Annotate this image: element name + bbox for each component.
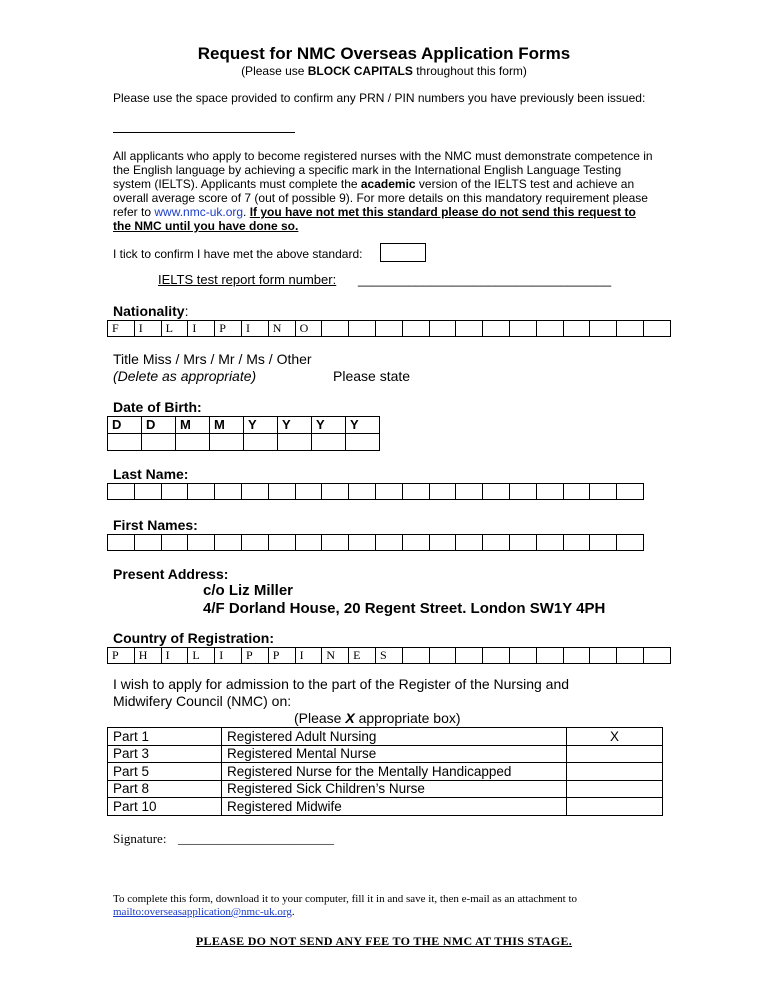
prn-instructions: Please use the space provided to confirm any PRN / PIN numbers you have previously been issued: [113, 91, 646, 105]
country-cell[interactable] [643, 647, 671, 664]
email-link[interactable]: mailto:overseasapplication@nmc-uk.org [113, 906, 292, 918]
footer-text: To complete this form, download it to your computer, fill it in and save it, then e-mail as an attachment to [113, 893, 578, 905]
subtitle-post: throughout this form) [412, 64, 527, 78]
dob-year-input[interactable] [244, 434, 278, 451]
last-name-cell[interactable] [214, 483, 242, 500]
country-cell[interactable]: L [187, 647, 215, 664]
table-row[interactable] [108, 780, 663, 798]
apply-instruction [294, 710, 461, 726]
dob-year-header: Y [278, 417, 312, 434]
dob-month-header: M [210, 417, 244, 434]
last-name-cell[interactable] [375, 483, 403, 500]
country-cell[interactable]: P [107, 647, 135, 664]
prn-input-line[interactable] [113, 119, 295, 133]
first-names-cell[interactable] [402, 534, 430, 551]
ielts-text-3: . [243, 205, 250, 219]
first-names-cell[interactable] [134, 534, 162, 551]
nationality-cell[interactable] [482, 320, 510, 337]
register-part-name: Registered Sick Children’s Nurse [222, 780, 567, 798]
country-cell[interactable] [402, 647, 430, 664]
first-names-boxes[interactable] [107, 534, 644, 551]
first-names-cell[interactable] [321, 534, 349, 551]
table-row[interactable] [108, 763, 663, 781]
ielts-text-1: All applicants who apply to become registered nurses with the NMC must demonstrate competence in the English language by achieving a specific mark in the International English Language Testing system (IELTS). Applicants must complete the [113, 149, 653, 191]
dob-day-input[interactable] [142, 434, 176, 451]
first-names-cell[interactable] [429, 534, 457, 551]
nationality-cell[interactable] [509, 320, 537, 337]
country-cell[interactable] [589, 647, 617, 664]
dob-year-header: Y [244, 417, 278, 434]
dob-year-input[interactable] [312, 434, 346, 451]
apply-line-1: I wish to apply for admission to the part of the Register of the Nursing and [113, 676, 570, 692]
nationality-cell[interactable] [616, 320, 644, 337]
form-title: Request for NMC Overseas Application Forms [197, 44, 571, 63]
dob-day-header: D [142, 417, 176, 434]
ielts-number-label: IELTS test report form number: [158, 272, 337, 287]
country-cell[interactable]: E [348, 647, 376, 664]
dob-month-input[interactable] [176, 434, 210, 451]
last-name-cell[interactable] [563, 483, 591, 500]
first-names-cell[interactable] [375, 534, 403, 551]
dob-day-header: D [108, 417, 142, 434]
register-part-number: Part 3 [108, 745, 222, 763]
form-subtitle [0, 64, 768, 78]
dob-month-input[interactable] [210, 434, 244, 451]
signature-label: Signature: [113, 831, 167, 846]
last-name-cell[interactable] [429, 483, 457, 500]
nationality-cell[interactable]: O [295, 320, 323, 337]
nationality-cell[interactable] [321, 320, 349, 337]
no-fee-notice: PLEASE DO NOT SEND ANY FEE TO THE NMC AT THIS STAGE. [195, 934, 573, 948]
register-part-name: Registered Midwife [222, 798, 567, 816]
last-name-cell[interactable] [268, 483, 296, 500]
ielts-academic: academic [360, 177, 416, 191]
dob-year-header: Y [346, 417, 380, 434]
dob-month-header: M [176, 417, 210, 434]
nationality-cell[interactable] [375, 320, 403, 337]
first-names-cell[interactable] [509, 534, 537, 551]
dob-input-row[interactable] [108, 434, 380, 451]
register-part-mark[interactable] [567, 763, 663, 781]
country-label: Country of Registration: [113, 630, 274, 646]
first-names-cell[interactable] [107, 534, 135, 551]
last-name-cell[interactable] [134, 483, 162, 500]
register-part-mark[interactable] [567, 745, 663, 763]
first-names-cell[interactable] [268, 534, 296, 551]
title-please-state: Please state [333, 368, 411, 384]
register-part-number: Part 8 [108, 780, 222, 798]
register-part-number: Part 1 [108, 728, 222, 746]
register-parts-table[interactable] [107, 727, 663, 816]
nationality-cell[interactable] [402, 320, 430, 337]
tick-confirm-label: I tick to confirm I have met the above standard: [113, 247, 363, 261]
country-cell[interactable]: H [134, 647, 162, 664]
country-cell[interactable]: P [268, 647, 296, 664]
apply-instr-x: X [345, 710, 355, 726]
nationality-colon: : [184, 303, 189, 319]
register-part-name: Registered Nurse for the Mentally Handicapped [222, 763, 567, 781]
apply-line-2: Midwifery Council (NMC) on: [113, 693, 292, 709]
nationality-cell[interactable]: L [161, 320, 189, 337]
nationality-cell[interactable]: I [134, 320, 162, 337]
nationality-cell[interactable] [643, 320, 671, 337]
last-name-cell[interactable] [321, 483, 349, 500]
last-name-cell[interactable] [482, 483, 510, 500]
table-row[interactable] [108, 728, 663, 746]
country-cell[interactable]: I [295, 647, 323, 664]
first-names-cell[interactable] [241, 534, 269, 551]
first-names-cell[interactable] [295, 534, 323, 551]
first-names-cell[interactable] [214, 534, 242, 551]
last-name-cell[interactable] [295, 483, 323, 500]
register-part-mark[interactable] [567, 780, 663, 798]
last-name-cell[interactable] [187, 483, 215, 500]
subtitle-bold: BLOCK CAPITALS [307, 64, 413, 78]
title-options[interactable]: Title Miss / Mrs / Mr / Ms / Other [113, 351, 312, 367]
dob-day-input[interactable] [108, 434, 142, 451]
first-names-cell[interactable] [161, 534, 189, 551]
address-line-1[interactable]: c/o Liz Miller [203, 582, 294, 599]
table-row[interactable] [108, 798, 663, 816]
register-part-name: Registered Adult Nursing [222, 728, 567, 746]
ielts-text-2: version of the IELTS test and achieve an overall average score of 7 (out of possible 9). For more details on this mandatory requirement please refer to [113, 177, 648, 219]
first-names-cell[interactable] [536, 534, 564, 551]
ielts-number-field[interactable]: ___________________________________ [358, 272, 612, 287]
last-name-cell[interactable] [348, 483, 376, 500]
nationality-cell[interactable] [563, 320, 591, 337]
first-names-cell[interactable] [589, 534, 617, 551]
title-delete-note: (Delete as appropriate) [113, 368, 257, 384]
nationality-cell[interactable] [589, 320, 617, 337]
nationality-boxes[interactable] [107, 320, 671, 337]
first-names-cell[interactable] [455, 534, 483, 551]
apply-instr-pre: (Please [294, 710, 346, 726]
table-row[interactable] [108, 745, 663, 763]
ielts-paragraph [113, 149, 653, 233]
country-cell[interactable]: I [214, 647, 242, 664]
first-names-cell[interactable] [348, 534, 376, 551]
first-names-cell[interactable] [187, 534, 215, 551]
nationality-cell[interactable] [348, 320, 376, 337]
last-name-boxes[interactable] [107, 483, 644, 500]
dob-year-input[interactable] [346, 434, 380, 451]
nationality-cell[interactable] [536, 320, 564, 337]
first-names-cell[interactable] [482, 534, 510, 551]
nationality-cell[interactable]: I [241, 320, 269, 337]
nationality-cell[interactable] [429, 320, 457, 337]
dob-year-header: Y [312, 417, 346, 434]
nationality-label-text: Nationality [113, 303, 185, 319]
first-names-cell[interactable] [616, 534, 644, 551]
last-name-cell[interactable] [509, 483, 537, 500]
country-boxes[interactable] [107, 647, 671, 664]
dob-header-row [108, 417, 380, 434]
country-cell[interactable] [563, 647, 591, 664]
register-part-mark[interactable]: X [567, 728, 663, 746]
country-cell[interactable] [455, 647, 483, 664]
register-part-mark[interactable] [567, 798, 663, 816]
country-cell[interactable] [509, 647, 537, 664]
nationality-cell[interactable] [455, 320, 483, 337]
register-part-number: Part 5 [108, 763, 222, 781]
last-name-cell[interactable] [241, 483, 269, 500]
country-cell[interactable]: S [375, 647, 403, 664]
last-name-cell[interactable] [107, 483, 135, 500]
country-cell[interactable]: P [241, 647, 269, 664]
register-part-name: Registered Mental Nurse [222, 745, 567, 763]
register-part-number: Part 10 [108, 798, 222, 816]
dob-table[interactable] [107, 416, 380, 451]
country-cell[interactable] [616, 647, 644, 664]
address-label: Present Address: [113, 566, 229, 582]
nationality-cell[interactable]: F [107, 320, 135, 337]
country-cell[interactable] [482, 647, 510, 664]
dob-year-input[interactable] [278, 434, 312, 451]
signature-field[interactable]: ________________________ [178, 831, 334, 846]
nationality-cell[interactable]: P [214, 320, 242, 337]
standard-confirm-checkbox[interactable] [380, 243, 426, 262]
address-line-2[interactable]: 4/F Dorland House, 20 Regent Street. London SW1Y 4PH [203, 600, 606, 617]
dob-label: Date of Birth: [113, 399, 202, 415]
apply-instr-post: appropriate box) [354, 710, 461, 726]
footer-period: . [291, 906, 295, 918]
footer-instructions [113, 893, 673, 919]
last-name-cell[interactable] [455, 483, 483, 500]
last-name-cell[interactable] [536, 483, 564, 500]
first-names-label: First Names: [113, 517, 198, 533]
last-name-cell[interactable] [402, 483, 430, 500]
country-cell[interactable] [429, 647, 457, 664]
last-name-cell[interactable] [161, 483, 189, 500]
nationality-label [113, 303, 188, 319]
nmc-website-link[interactable]: www.nmc-uk.org [154, 205, 244, 219]
first-names-cell[interactable] [563, 534, 591, 551]
last-name-cell[interactable] [589, 483, 617, 500]
nationality-cell[interactable]: N [268, 320, 296, 337]
nationality-cell[interactable]: I [187, 320, 215, 337]
last-name-label: Last Name: [113, 466, 189, 482]
last-name-cell[interactable] [616, 483, 644, 500]
country-cell[interactable]: N [321, 647, 349, 664]
ielts-warning: If you have not met this standard please do not send this request to the NMC until you have done so. [113, 205, 636, 233]
subtitle-pre: (Please use [241, 64, 308, 78]
country-cell[interactable]: I [161, 647, 189, 664]
country-cell[interactable] [536, 647, 564, 664]
